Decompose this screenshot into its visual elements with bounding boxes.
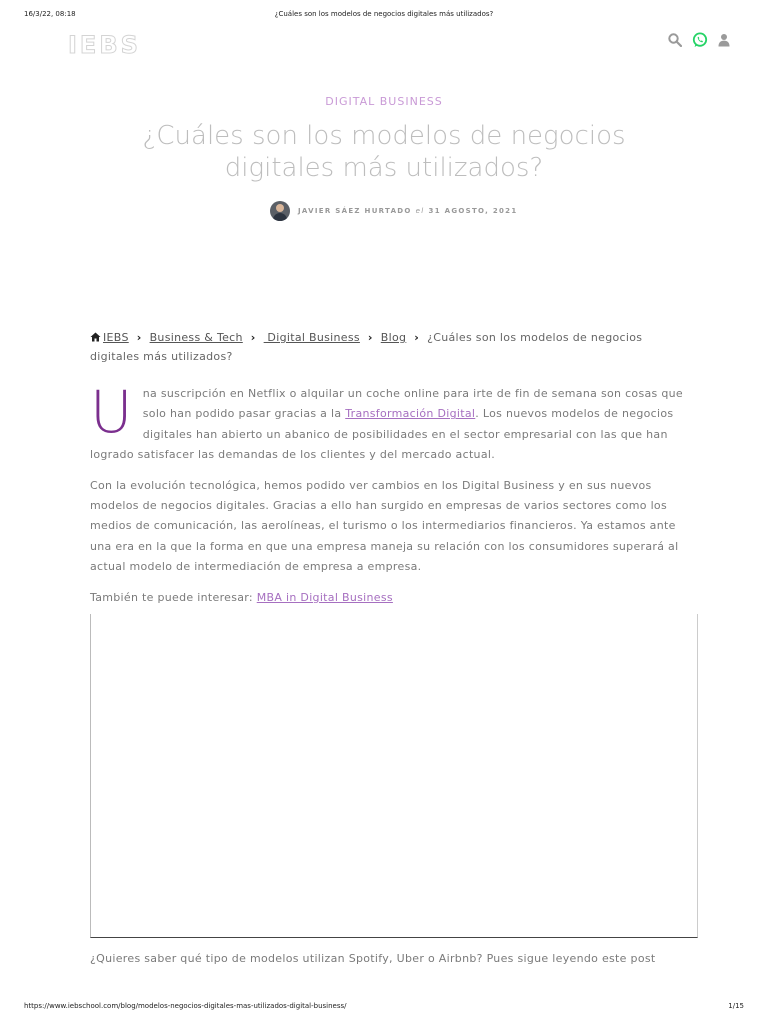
chevron-right-icon: › xyxy=(414,331,420,344)
home-icon xyxy=(90,332,101,342)
site-header xyxy=(0,28,768,60)
breadcrumb-item-business-tech[interactable]: Business & Tech xyxy=(149,331,243,344)
print-doc-title: ¿Cuáles son los modelos de negocios digitales más utilizados? xyxy=(274,10,494,18)
author-meta xyxy=(298,207,518,215)
breadcrumb-item-blog[interactable]: Blog xyxy=(380,331,407,344)
related-label: También te puede interesar: xyxy=(90,590,257,604)
paragraph-after-video: ¿Quieres saber qué tipo de modelos utilizan Spotify, Uber o Airbnb? Pues sigue leyendo este post xyxy=(90,952,656,965)
breadcrumb-current: ¿Cuáles son los modelos de negocios digitales más utilizados? xyxy=(90,331,643,363)
breadcrumb-item-digital-business[interactable]: Digital Business xyxy=(263,331,360,344)
chevron-right-icon: › xyxy=(367,331,373,344)
print-page-number: 1/15 xyxy=(728,1002,744,1010)
related-link-line xyxy=(90,588,690,608)
article-body xyxy=(90,378,690,618)
print-url: https://www.iebschool.com/blog/modelos-negocios-digitales-mas-utilizados-digital-business/ xyxy=(24,1002,347,1010)
print-header xyxy=(0,10,768,22)
link-transformacion-digital[interactable]: Transformación Digital xyxy=(345,407,476,421)
author-row xyxy=(270,200,518,222)
whatsapp-icon[interactable] xyxy=(692,32,708,48)
paragraph-intro xyxy=(90,378,690,466)
link-mba-digital-business[interactable]: MBA in Digital Business xyxy=(256,590,393,604)
user-icon[interactable] xyxy=(718,33,730,47)
site-logo[interactable]: IEBS xyxy=(68,31,141,59)
paragraph-2: Con la evolución tecnológica, hemos podido ver cambios en los Digital Business y en sus nuevos modelos de negocios digitales. Gracias a ello han surgido en empresas de varios sectores como los medios de comunicación, las aerolíneas, el turismo o los intermediarios financieros. Ya estamos ante una era en la que la forma en que una empresa maneja su relación con los consumidores superará al actual modelo de intermediación de empresa a empresa. xyxy=(90,478,679,574)
dropcap: U xyxy=(90,378,133,446)
chevron-right-icon: › xyxy=(136,331,142,344)
author-avatar[interactable] xyxy=(270,201,290,221)
print-footer xyxy=(0,1002,768,1014)
author-connector: el xyxy=(415,207,425,215)
search-icon[interactable] xyxy=(668,33,682,47)
print-datetime: 16/3/22, 08:18 xyxy=(24,10,76,18)
publish-date: 31 AGOSTO, 2021 xyxy=(428,207,518,215)
article-category[interactable]: DIGITAL BUSINESS xyxy=(325,95,443,108)
embedded-video[interactable] xyxy=(90,614,698,938)
chevron-right-icon: › xyxy=(250,331,256,344)
breadcrumb xyxy=(90,328,680,366)
intro-text-before: na suscripción en Netflix o alquilar un coche online para irte de fin de semana son cosas que solo han podido pasar gracias a la xyxy=(142,387,683,421)
breadcrumb-item-iebs[interactable]: IEBS xyxy=(103,331,129,344)
author-name[interactable]: JAVIER SÁEZ HURTADO xyxy=(298,207,412,215)
article-title: ¿Cuáles son los modelos de negocios digitales más utilizados? xyxy=(142,121,626,183)
header-icons xyxy=(668,32,730,48)
intro-text-after: . Los nuevos modelos de negocios digitales han abierto un abanico de posibilidades en el sector empresarial con las que han logrado satisfacer las demandas de los clientes y del mercado actual. xyxy=(90,407,674,462)
